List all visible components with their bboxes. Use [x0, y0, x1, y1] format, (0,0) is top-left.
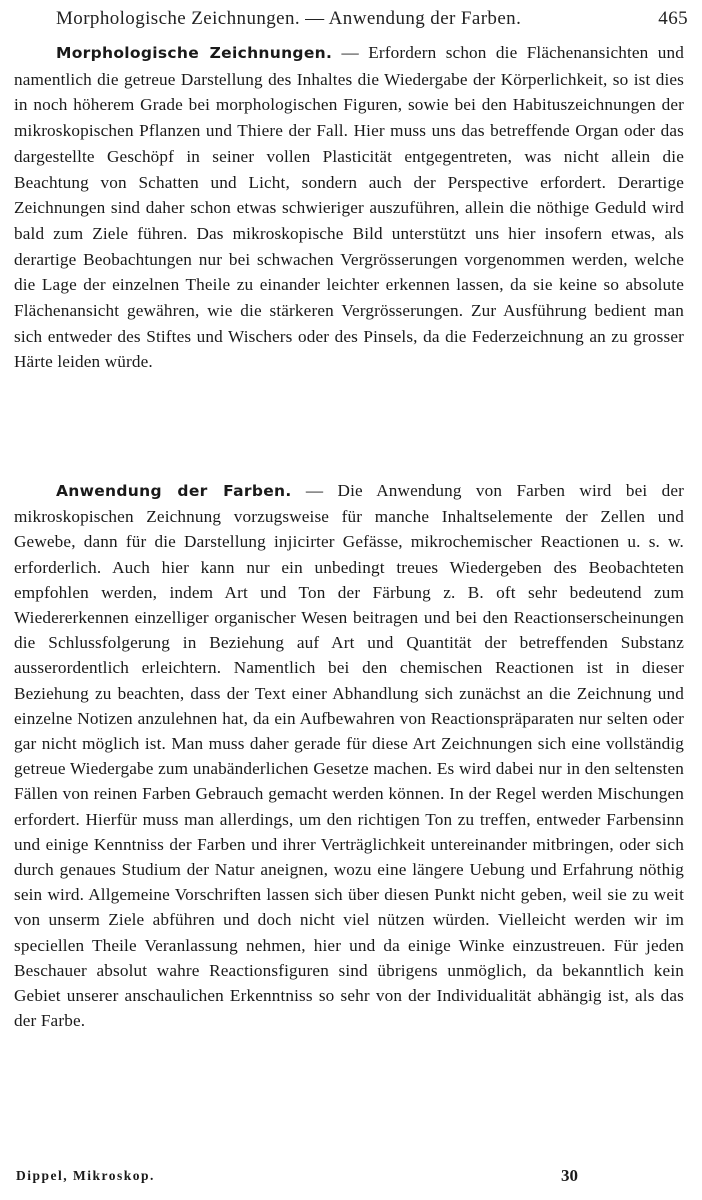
paragraph-body: — Die Anwendung von Farben wird bei der mikroskopischen Zeichnung vorzugsweise für manche Inhaltselemente der Zellen und Gewebe, dann für die Darstellung injicirter Gefässe, mikrochemischer Reactionen u. s. w. erforderlich. Auch hier kann nur ein unbedingt treues Wiedergeben des Beobachteten empfohlen werden, indem Art und Ton der Färbung z. B. oft sehr bedeutend zum Wiedererkennen einzelliger organischer Wesen beitragen und bei den Reactionserscheinungen die Schlussfolgerung in Beziehung auf Art und Quantität der betreffenden Substanz ausserordentlich erleichtern. Namentlich bei den chemischen Reactionen ist in dieser Beziehung zu beachten, dass der Text einer Abhandlung sich zunächst an die Zeichnung und einzelne Notizen anzulehnen hat, da ein Aufbewahren von Reactionspräparaten nur selten oder gar nicht möglich ist. Man muss daher gerade für diese Art Zeichnungen sich eine vollständig getreue Wiedergabe zum unabänderlichen Gesetze machen. Es wird dabei nur in den seltensten Fällen von reinen Farben Gebrauch gemacht werden können. In der Regel werden Mischungen erfordert. Hierfür muss man allerdings, um den richtigen Ton zu treffen, entweder Farbensinn und einige Kenntniss der Farben und ihrer Verträglichkeit untereinander mitbringen, oder sich durch genaues Studium der Natur aneignen, wozu eine längere Uebung und Erfahrung nöthig sein wird. Allgemeine Vorschriften lassen sich über diesen Punkt nicht geben, weil sie zu weit von unserm Ziele abführen und doch nicht viel nützen würden. Vielleicht werden wir im speciellen Theile Veranlassung nehmen, hier und da einige Winke einzustreuen. Für jeden Beschauer absolut wahre Reactionsfiguren sind übrigens unmöglich, da bekanntlich kein Gebiet unserer anschaulichen Erkenntniss so sehr von der Individualität abhängig ist, als das der Farbe. [14, 481, 684, 1031]
section-heading-anwendung-der-farben: Anwendung der Farben. [56, 482, 292, 500]
running-head-title: Morphologische Zeichnungen. — Anwendung der Farben. [56, 8, 522, 29]
section-heading-morphologische-zeichnungen: Morphologische Zeichnungen. [56, 44, 333, 62]
page-number: 465 [658, 8, 688, 29]
paragraph-morphologische-zeichnungen [14, 40, 684, 375]
sheet-number: 30 [561, 1166, 578, 1185]
paragraph-body: — Erfordern schon die Flächenansichten und namentlich die getreue Darstellung des Inhaltes die Wiedergabe der Körperlichkeit, so ist dies in noch höherem Grade bei morphologischen Figuren, sowie bei den Habituszeichnungen der mikroskopischen Pflanzen und Thiere der Fall. Hier muss uns das betreffende Organ oder das dargestellte Geschöpf in seiner vollen Plasticität entgegentreten, was nicht allein die Beachtung von Schatten und Licht, sondern auch der Perspective erfordert. Derartige Zeichnungen sind daher schon etwas schwieriger auszuführen, allein die nöthige Geduld wird bald zum Ziele führen. Das mikroskopische Bild unterstützt uns hier insofern etwas, als derartige Beobachtungen nur bei schwachen Vergrösserungen vorgenommen werden, welche die Lage der einzelnen Theile zu einander leichter erkennen lassen, da sie keine so absolute Flächenansicht gewähren, wie die stärkeren Vergrösserungen. Zur Ausführung bedient man sich entweder des Stiftes und Wischers oder des Pinsels, da die Federzeichnung an zu grosser Härte leiden würde. [14, 43, 684, 372]
page-footer [16, 1168, 686, 1190]
signature-line: Dippel, Mikroskop. [16, 1168, 155, 1183]
running-head [56, 8, 688, 32]
paragraph-anwendung-der-farben [14, 478, 684, 1033]
